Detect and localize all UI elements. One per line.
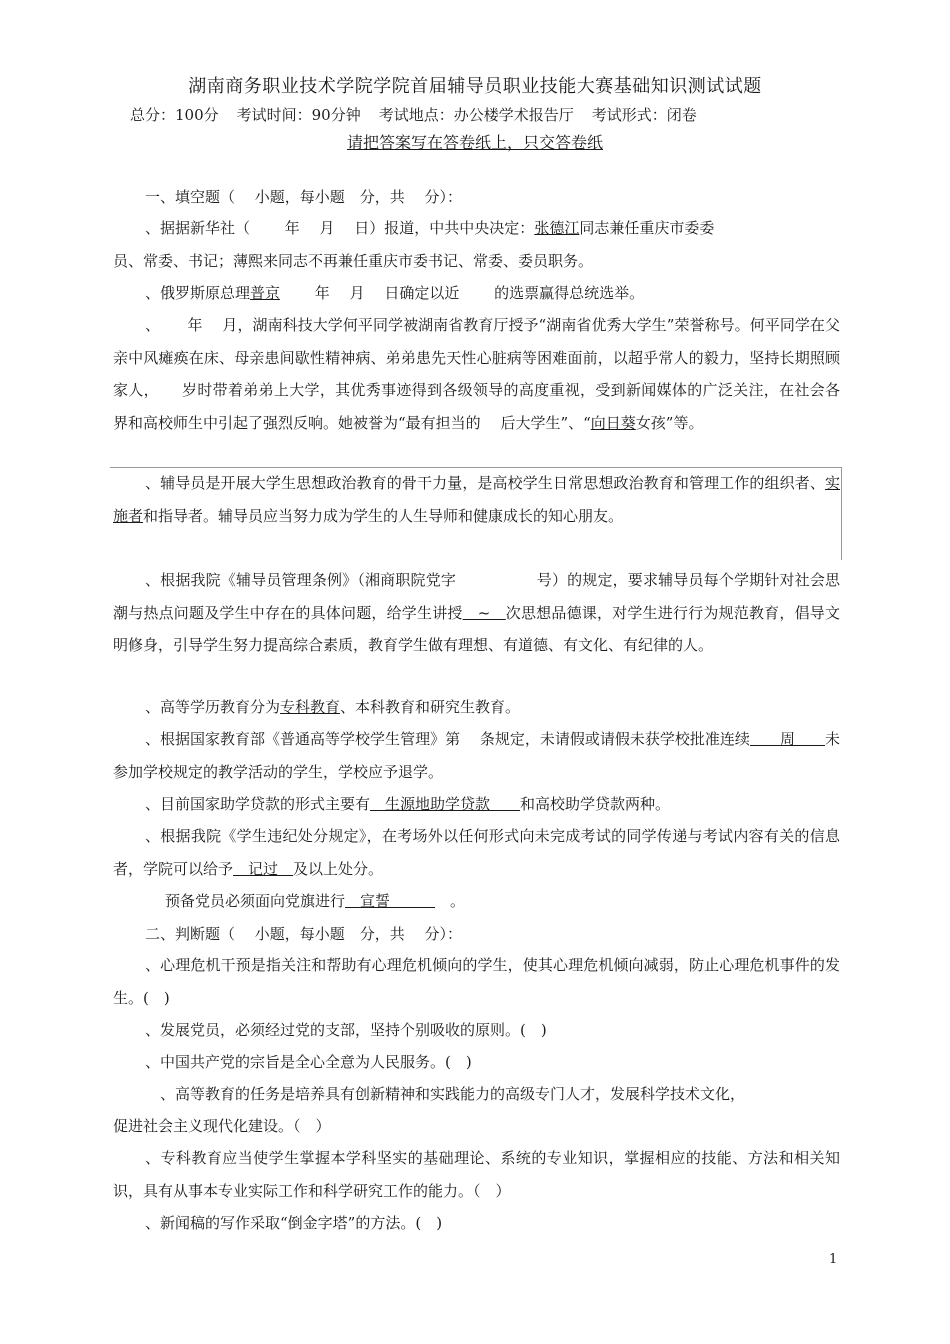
- fill-question-9: 、根据我院《学生违纪处分规定》，在考场外以任何形式向未完成考试的同学传递与考试内容有关的信息者，学院可以给予 记过 及以上处分。: [113, 827, 840, 878]
- judge-question-2: 、发展党员，必须经过党的支部，坚持个别吸收的原则。( ): [145, 1021, 547, 1039]
- fill-question-5: 、根据我院《辅导员管理条例》（湘商职院党字 号）的规定，要求辅导员每个学期针对社会思潮与热点问题及学生中存在的具体问题，给学生讲授 ~ 次思想品德课，对学生进行行为规范教育，倡导文明修身，引导学生努力提高综合素质，教育学生做有理想、有道德、有文化、有纪律的人。: [113, 571, 840, 654]
- exam-title: 湖南商务职业技术学院学院首届辅导员职业技能大赛基础知识测试试题: [188, 76, 762, 97]
- section2-heading: 二、判断题（ 小题，每小题 分，共 分）：: [145, 925, 463, 943]
- fill-question-7: 、根据国家教育部《普通高等学校学生管理》第 条规定，未请假或请假未获学校批准连续 周 未参加学校规定的教学活动的学生，学校应予退学。: [113, 730, 840, 781]
- fill-question-6: 、高等学历教育分为专科教育、本科教育和研究生教育。: [145, 698, 521, 716]
- judge-question-4-cont: 促进社会主义现代化建设。（ ）: [113, 1117, 331, 1135]
- fill-question-10: 预备党员必须面向党旗进行 宣誓 。: [165, 892, 466, 910]
- judge-question-4: 、高等教育的任务是培养具有创新精神和实践能力的高级专门人才，发展科学技术文化，: [160, 1085, 746, 1103]
- page-number: 1: [829, 1252, 838, 1267]
- fill-question-1: 、据据新华社（ 年 月 日）报道，中共中央决定：张德江同志兼任重庆市委委 员、常委、书记；薄熙来同志不再兼任重庆市委书记、常委、委员职务。: [113, 219, 715, 270]
- meta-duration: 考试时间：90分钟: [236, 106, 361, 124]
- fill-question-3: 、 年 月，湖南科技大学何平同学被湖南省教育厅授予“湖南省优秀大学生”荣誉称号。何平同学在父亲中风瘫痪在床、母亲患间歇性精神病、弟弟患先天性心脏病等困难面前，以超乎常人的毅力，坚持长期照顾家人， 岁时带着弟弟上大学，其优秀事迹得到各级领导的高度重视，受到新闻媒体的广泛关注，在社会各界和高校师生中引起了强烈反响。她被誉为“最有担当的 后大学生”、“向日葵女孩”等。: [113, 316, 840, 432]
- exam-meta: [130, 104, 715, 125]
- judge-question-1: 、心理危机干预是指关注和帮助有心理危机倾向的学生，使其心理危机倾向减弱，防止心理危机事件的发生。( ): [113, 956, 840, 1007]
- meta-location: 考试地点：办公楼学术报告厅: [378, 106, 574, 124]
- meta-format: 考试形式：闭卷: [591, 106, 697, 124]
- judge-question-3: 、中国共产党的宗旨是全心全意为人民服务。( ): [145, 1053, 472, 1071]
- answer-instruction: 请把答案写在答卷纸上，只交答卷纸: [346, 133, 603, 152]
- judge-question-6: 、新闻稿的写作采取“倒金字塔”的方法。( ): [145, 1214, 443, 1232]
- fill-question-4: 、辅导员是开展大学生思想政治教育的骨干力量，是高校学生日常思想政治教育和管理工作的组织者、实施者和指导者。辅导员应当努力成为学生的人生导师和健康成长的知心朋友。: [113, 474, 840, 525]
- section1-heading: 一、填空题（ 小题，每小题 分，共 分）：: [145, 188, 463, 206]
- meta-total-score: 总分：100分: [130, 106, 219, 124]
- fill-question-2: 、俄罗斯原总理普京 年 月 日确定以近 的选票赢得总统选举。: [145, 284, 645, 302]
- judge-question-5: 、专科教育应当使学生掌握本学科坚实的基础理论、系统的专业知识，掌握相应的技能、方法和相关知识，具有从事本专业实际工作和科学研究工作的能力。（ ）: [113, 1149, 840, 1200]
- fill-question-8: 、目前国家助学贷款的形式主要有 生源地助学贷款 和高校助学贷款两种。: [145, 795, 671, 813]
